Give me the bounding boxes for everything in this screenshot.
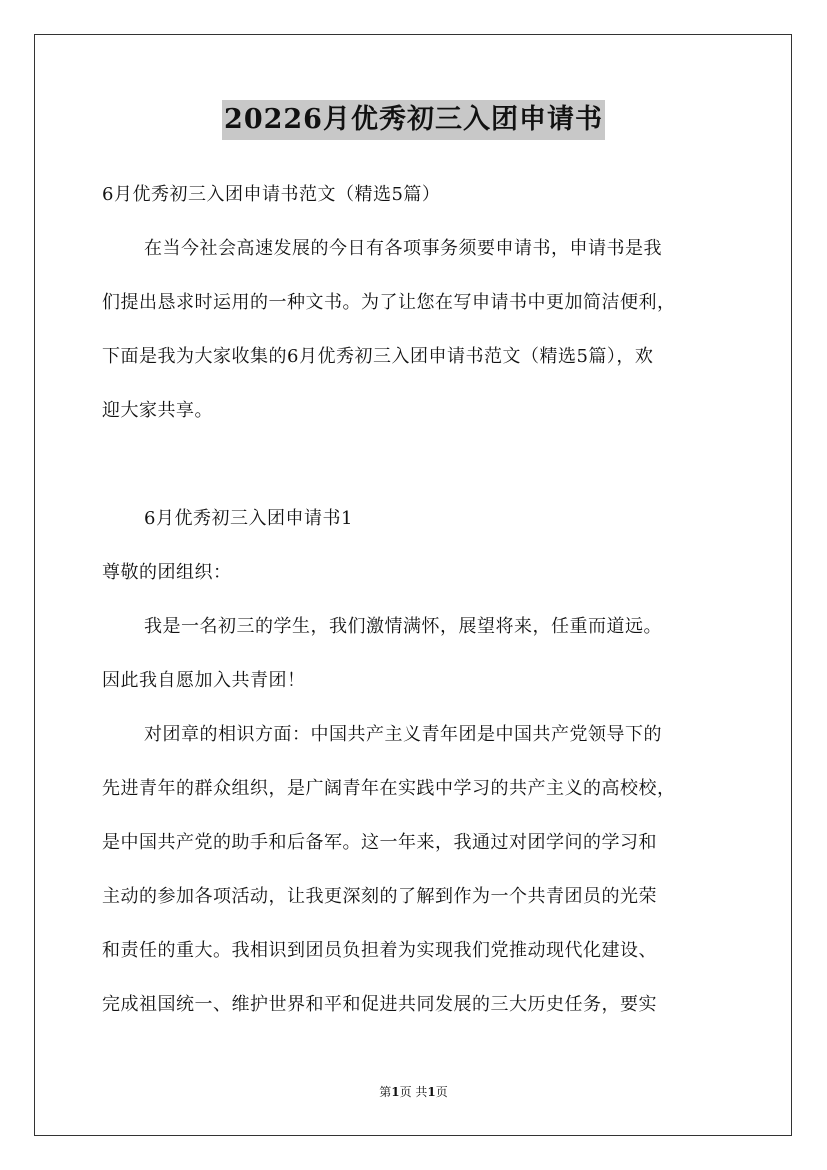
paragraph-line: 因此我自愿加入共青团！ <box>102 670 306 691</box>
paragraph-line: 在当今社会高速发展的今日有各项事务须要申请书，申请书是我 <box>144 238 662 259</box>
paragraph-line: 们提出恳求时运用的一种文书。为了让您在写申请书中更加简洁便利， <box>102 292 676 313</box>
document-title: 20226月优秀初三入团申请书 <box>222 100 605 140</box>
section-heading: 6月优秀初三入团申请书1 <box>144 508 353 529</box>
footer-page-prefix: 第 <box>379 1085 392 1099</box>
footer-page-suffix: 页 <box>435 1085 448 1099</box>
subtitle-line: 6月优秀初三入团申请书范文（精选5篇） <box>102 184 441 205</box>
footer-page-number: 1 <box>391 1085 400 1099</box>
page-footer <box>0 1084 827 1100</box>
title-container <box>0 100 827 140</box>
salutation: 尊敬的团组织： <box>102 562 232 583</box>
paragraph-line: 我是一名初三的学生，我们激情满怀，展望将来，任重而道远。 <box>144 616 662 637</box>
footer-page-mid: 页 共 <box>399 1085 428 1099</box>
paragraph-line: 先进青年的群众组织，是广阔青年在实践中学习的共产主义的高校校， <box>102 778 676 799</box>
paragraph-line: 迎大家共享。 <box>102 400 213 421</box>
paragraph-line: 和责任的重大。我相识到团员负担着为实现我们党推动现代化建设、 <box>102 940 657 961</box>
paragraph-line: 对团章的相识方面：中国共产主义青年团是中国共产党领导下的 <box>144 724 662 745</box>
footer-total-pages: 1 <box>427 1085 436 1099</box>
blank-line <box>102 438 742 492</box>
paragraph-line: 是中国共产党的助手和后备军。这一年来，我通过对团学问的学习和 <box>102 832 657 853</box>
paragraph-line: 下面是我为大家收集的6月优秀初三入团申请书范文（精选5篇），欢 <box>102 346 654 367</box>
paragraph-line: 主动的参加各项活动，让我更深刻的了解到作为一个共青团员的光荣 <box>102 886 657 907</box>
document-body <box>102 168 742 1032</box>
paragraph-line: 完成祖国统一、维护世界和平和促进共同发展的三大历史任务，要实 <box>102 994 657 1015</box>
